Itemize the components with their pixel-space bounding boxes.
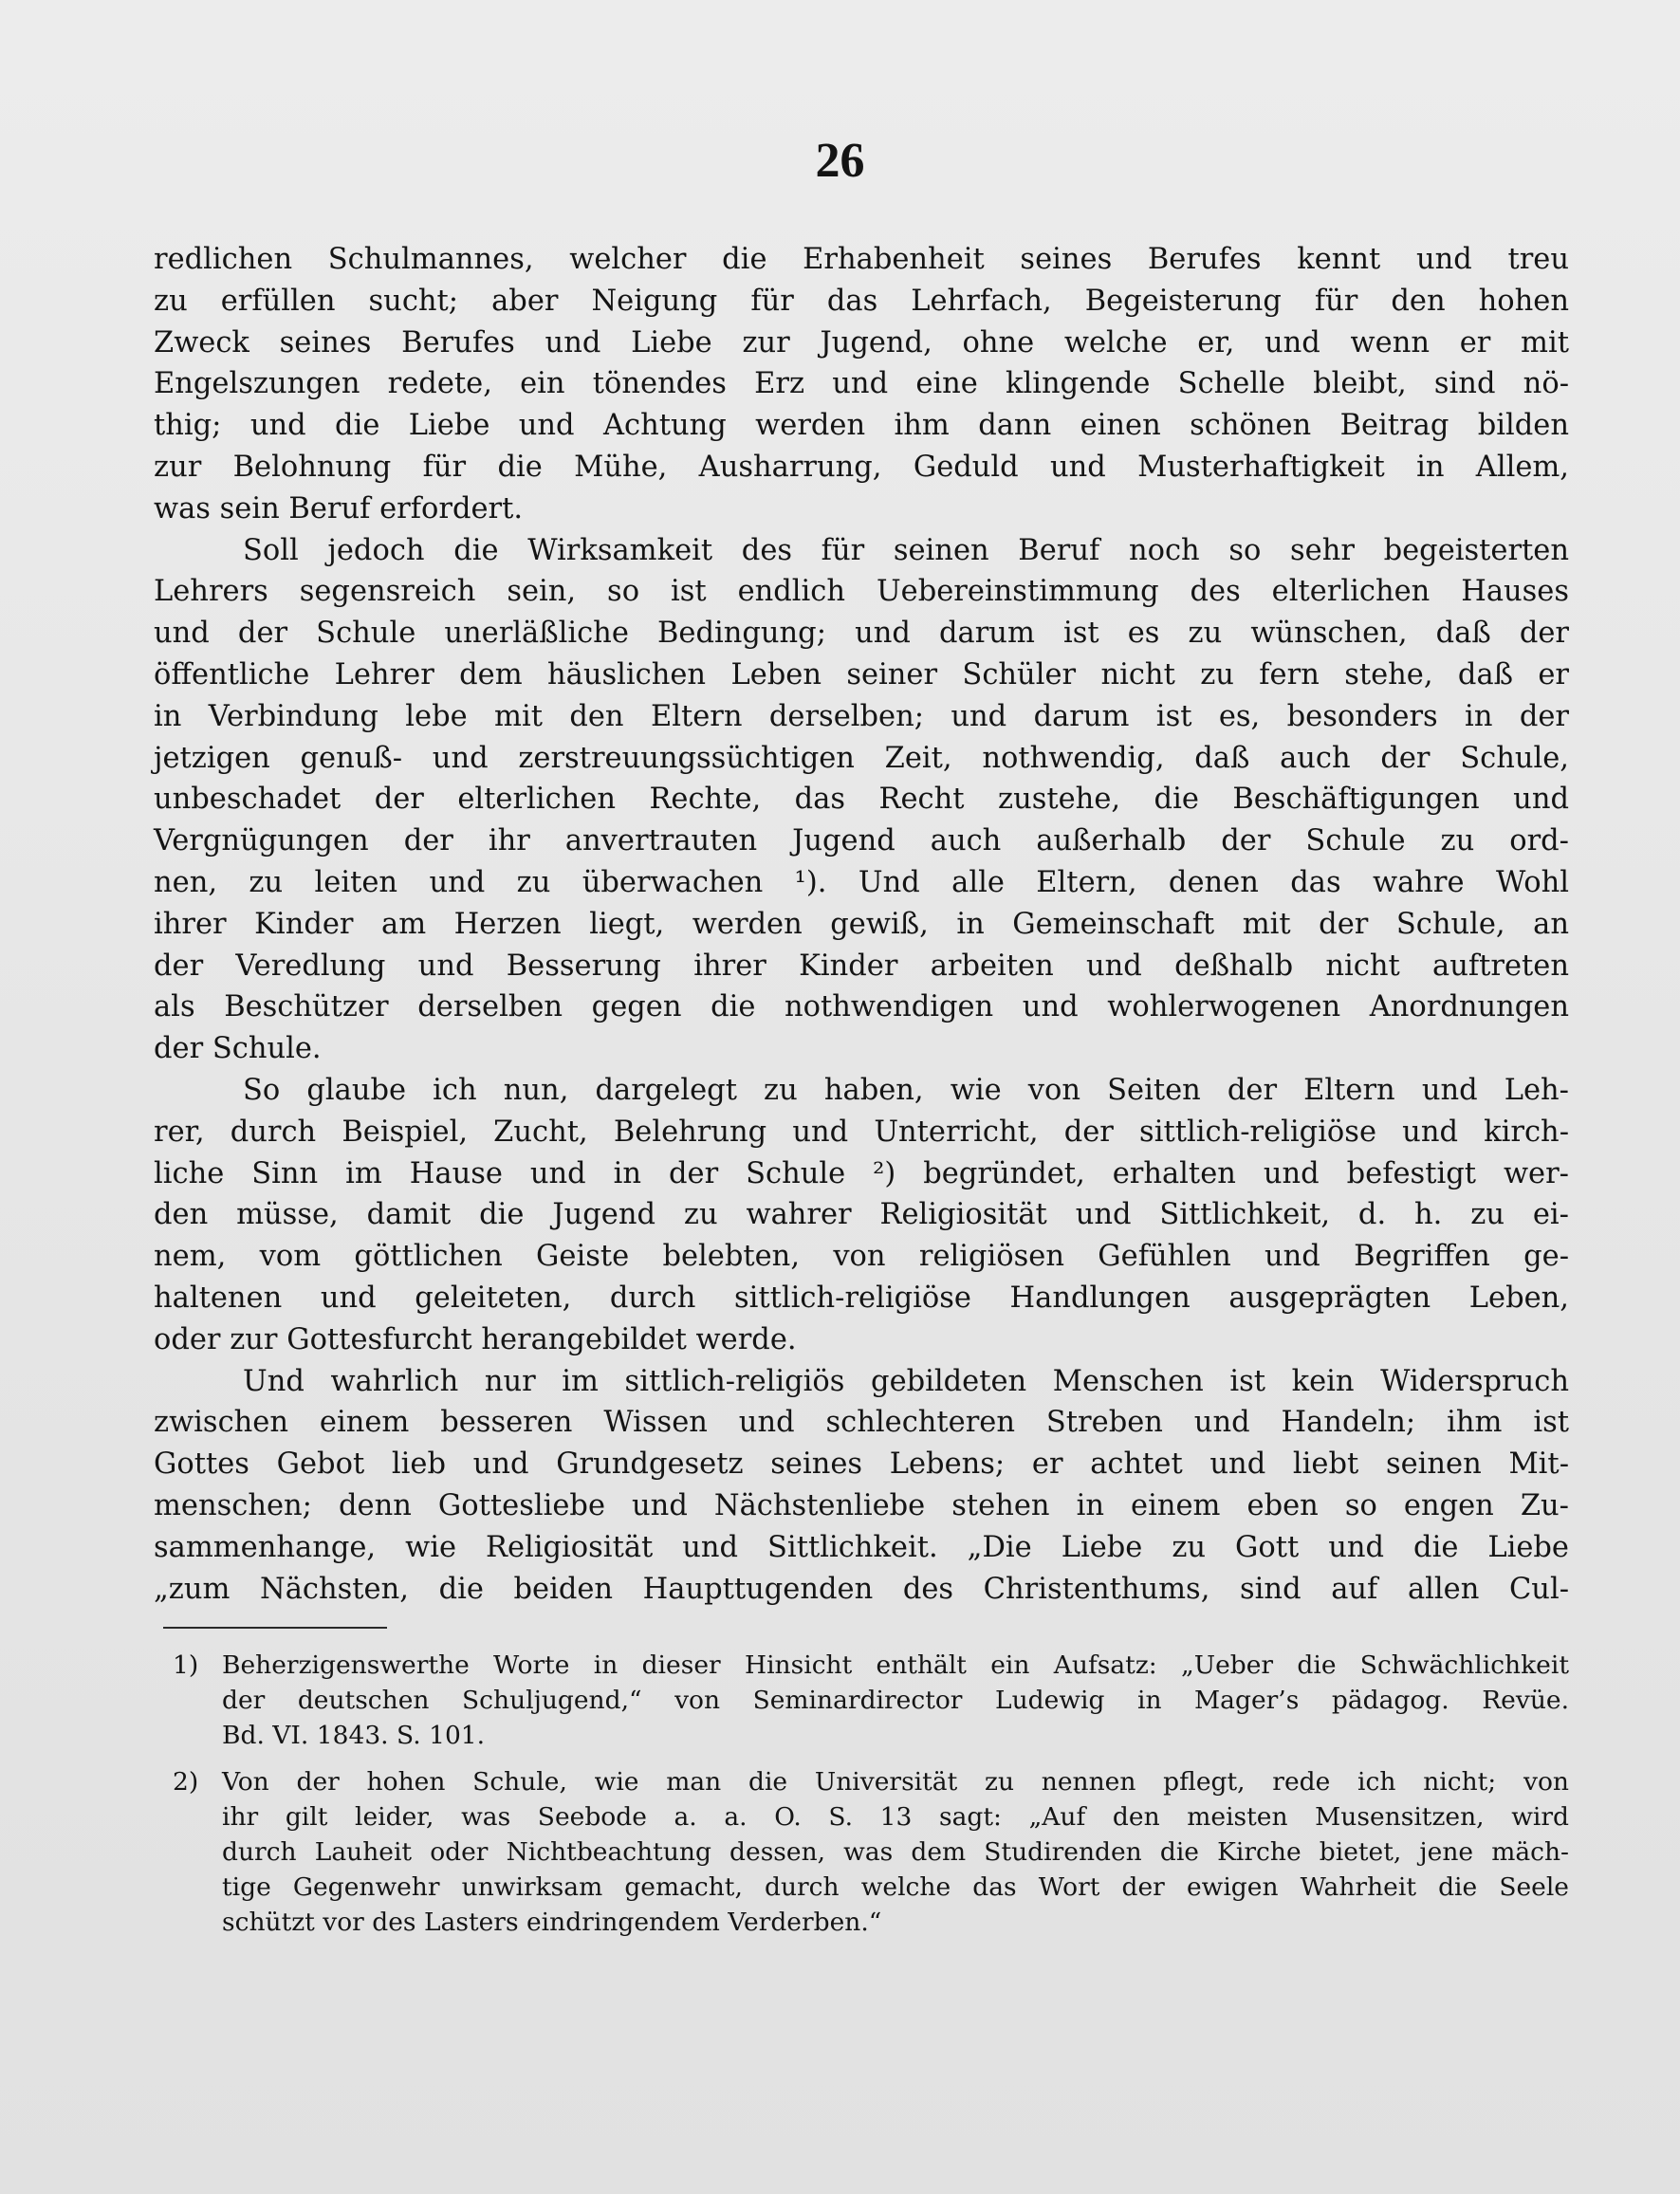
text-line: Vergnügungen der ihr anvertrauten Jugend auch außerhalb der Schule zu ord-: [154, 824, 1569, 858]
text-line: der Veredlung und Besserung ihrer Kinder arbeiten und deßhalb nicht auftreten: [154, 949, 1569, 983]
footnote-line: tige Gegenwehr unwirksam gemacht, durch welche das Wort der ewigen Wahrheit die Seele: [222, 1872, 1569, 1902]
text-line: liche Sinn im Hause und in der Schule ²) begründet, erhalten und befestigt wer-: [154, 1156, 1569, 1190]
text-line: unbeschadet der elterlichen Rechte, das Recht zustehe, die Beschäftigungen und: [154, 783, 1569, 817]
footnote-marker: 2): [173, 1767, 199, 1797]
footnote-text: Beherzigenswerthe Worte in dieser Hinsicht enthält ein Aufsatz: „Ueber die Schwächlichkeit: [222, 1650, 1569, 1680]
footnote-marker: 1): [173, 1650, 199, 1680]
footnote-1: [154, 1648, 1569, 1753]
text-line: zu erfüllen sucht; aber Neigung für das Lehrfach, Begeisterung für den hohen: [154, 284, 1569, 318]
text-line: zur Belohnung für die Mühe, Ausharrung, Geduld und Musterhaftigkeit in Allem,: [154, 450, 1569, 484]
text-line: nem, vom göttlichen Geiste belebten, von religiösen Gefühlen und Begriffen ge-: [154, 1240, 1569, 1274]
text-line: So glaube ich nun, dargelegt zu haben, wie von Seiten der Eltern und Leh-: [243, 1073, 1569, 1107]
text-line: Gottes Gebot lieb und Grundgesetz seines Lebens; er achtet und liebt seinen Mit-: [154, 1447, 1569, 1482]
text-line: und der Schule unerläßliche Bedingung; und darum ist es zu wünschen, daß der: [154, 617, 1569, 651]
footnote-line: durch Lauheit oder Nichtbeachtung dessen, was dem Studirenden die Kirche bietet, jene mäch-: [222, 1837, 1569, 1867]
text-line: oder zur Gottesfurcht herangebildet werde.: [154, 1322, 797, 1356]
footnote-divider: [163, 1627, 387, 1629]
footnotes: [154, 1648, 1569, 1951]
text-line: Lehrers segensreich sein, so ist endlich Uebereinstimmung des elterlichen Hauses: [154, 575, 1569, 609]
footnote-line: Bd. VI. 1843. S. 101.: [222, 1721, 486, 1750]
footnote-line: der deutschen Schuljugend,“ von Seminardirector Ludewig in Mager’s pädagog. Revüe.: [222, 1686, 1569, 1715]
text-line: thig; und die Liebe und Achtung werden ihm dann einen schönen Beitrag bilden: [154, 409, 1569, 443]
text-line: nen, zu leiten und zu überwachen ¹). Und alle Eltern, denen das wahre Wohl: [154, 865, 1569, 899]
main-text: [154, 239, 1569, 1610]
text-line: haltenen und geleiteten, durch sittlich-religiöse Handlungen ausgeprägten Leben,: [154, 1281, 1569, 1315]
text-line: menschen; denn Gottesliebe und Nächstenliebe stehen in einem eben so engen Zu-: [154, 1488, 1569, 1522]
text-line: der Schule.: [154, 1032, 322, 1066]
text-line: Zweck seines Berufes und Liebe zur Jugend, ohne welche er, und wenn er mit: [154, 325, 1569, 360]
text-line: „zum Nächsten, die beiden Haupttugenden des Christenthums, sind auf allen Cul-: [154, 1572, 1569, 1606]
footnote-2: [154, 1764, 1569, 1940]
text-line: rer, durch Beispiel, Zucht, Belehrung und Unterricht, der sittlich-religiöse und kirch-: [154, 1115, 1569, 1149]
text-line: Engelszungen redete, ein tönendes Erz und eine klingende Schelle bleibt, sind nö-: [154, 367, 1569, 401]
footnote-line: [154, 1648, 1569, 1683]
text-line: Und wahrlich nur im sittlich-religiös gebildeten Menschen ist kein Widerspruch: [243, 1364, 1569, 1398]
text-line: redlichen Schulmannes, welcher die Erhabenheit seines Berufes kennt und treu: [154, 243, 1569, 276]
text-line: den müsse, damit die Jugend zu wahrer Religiosität und Sittlichkeit, d. h. zu ei-: [154, 1198, 1569, 1232]
text-line: Soll jedoch die Wirksamkeit des für seinen Beruf noch so sehr begeisterten: [243, 533, 1569, 567]
text-line: sammenhange, wie Religiosität und Sittlichkeit. „Die Liebe zu Gott und die Liebe: [154, 1530, 1569, 1564]
text-line: öffentliche Lehrer dem häuslichen Leben seiner Schüler nicht zu fern stehe, daß er: [154, 657, 1569, 691]
text-line: zwischen einem besseren Wissen und schlechteren Streben und Handeln; ihm ist: [154, 1406, 1569, 1440]
page-number: 26: [815, 134, 865, 188]
text-line: ihrer Kinder am Herzen liegt, werden gewiß, in Gemeinschaft mit der Schule, an: [154, 907, 1569, 941]
text-line: jetzigen genuß- und zerstreuungssüchtigen Zeit, nothwendig, daß auch der Schule,: [154, 741, 1569, 775]
text-line: was sein Beruf erfordert.: [154, 491, 524, 525]
footnote-line: ihr gilt leider, was Seebode a. a. O. S. 13 sagt: „Auf den meisten Musensitzen, wird: [222, 1802, 1569, 1832]
footnote-text: Von der hohen Schule, wie man die Universität zu nennen pflegt, rede ich nicht; von: [222, 1767, 1569, 1797]
text-line: in Verbindung lebe mit den Eltern derselben; und darum ist es, besonders in der: [154, 699, 1569, 733]
footnote-line: [154, 1764, 1569, 1799]
text-line: als Beschützer derselben gegen die nothwendigen und wohlerwogenen Anordnungen: [154, 990, 1569, 1024]
footnote-line: schützt vor des Lasters eindringendem Verderben.“: [222, 1908, 882, 1937]
